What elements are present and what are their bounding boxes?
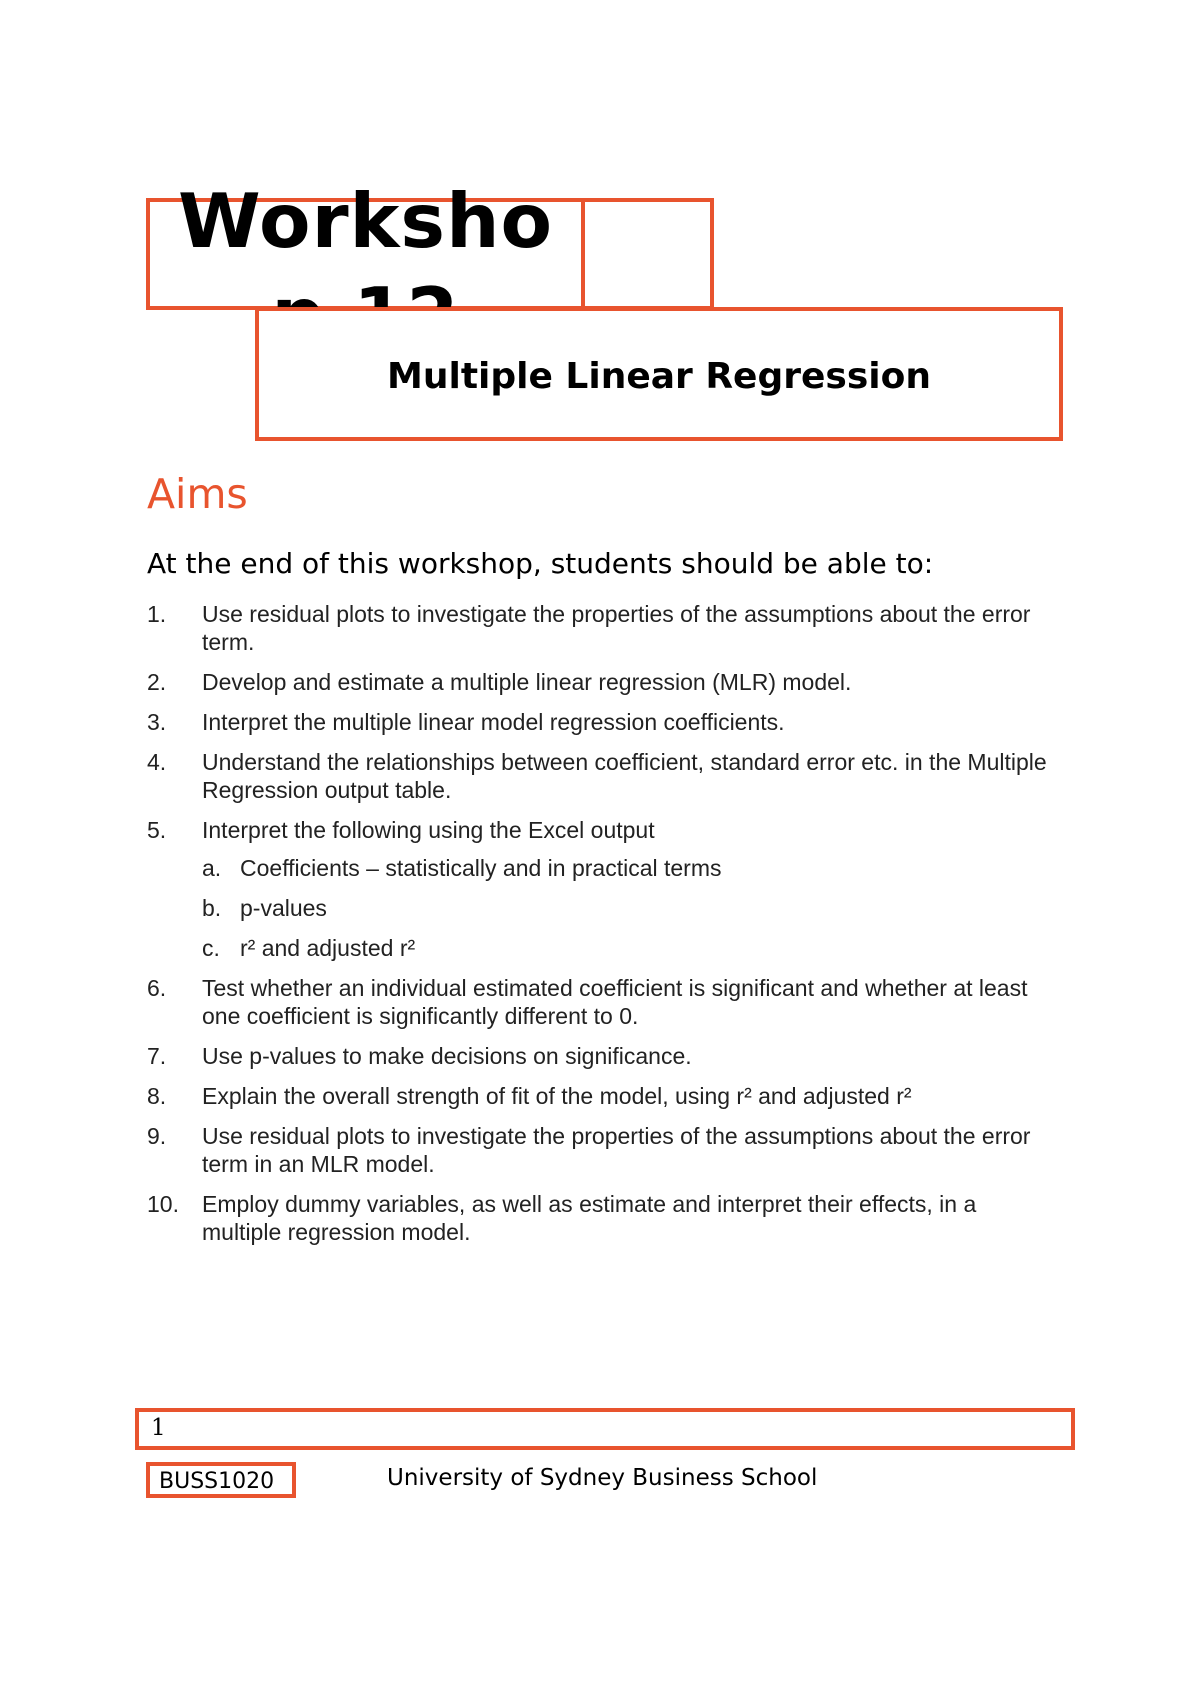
list-number: 4.	[147, 749, 167, 775]
aims-heading: Aims	[147, 470, 248, 518]
list-number: 5.	[147, 817, 167, 843]
list-text: Interpret the following using the Excel output	[202, 817, 655, 843]
list-text: Test whether an individual estimated coefficient is significant and whether at least one coefficient is significantly different to 0.	[202, 975, 1028, 1029]
list-number: 1.	[147, 601, 167, 627]
sub-list-item	[202, 894, 1047, 922]
subtitle-box	[255, 307, 1063, 441]
list-text: Employ dummy variables, as well as estimate and interpret their effects, in a multiple regression model.	[202, 1191, 977, 1245]
sub-list-text: Coefficients – statistically and in practical terms	[240, 855, 722, 881]
list-number: 8.	[147, 1083, 167, 1109]
list-text: Use residual plots to investigate the properties of the assumptions about the error term.	[202, 601, 1031, 655]
list-number: 3.	[147, 709, 167, 735]
list-item	[147, 974, 1047, 1030]
course-code: BUSS1020	[159, 1469, 275, 1494]
list-item	[147, 1082, 1047, 1110]
list-text: Explain the overall strength of fit of the model, using r² and adjusted r²	[202, 1083, 912, 1109]
list-text: Use p-values to make decisions on significance.	[202, 1043, 692, 1069]
list-item	[147, 708, 1047, 736]
page-number: 1	[151, 1415, 166, 1441]
sub-list-text: r² and adjusted r²	[240, 935, 416, 961]
list-text: Interpret the multiple linear model regression coefficients.	[202, 709, 785, 735]
sub-list-item	[202, 934, 1047, 962]
sub-list-letter: b.	[202, 895, 222, 921]
sub-list-letter: c.	[202, 935, 220, 961]
list-number: 7.	[147, 1043, 167, 1069]
aims-list	[147, 600, 1047, 1258]
list-number: 9.	[147, 1123, 167, 1149]
list-text: Understand the relationships between coefficient, standard error etc. in the Multiple Regression output table.	[202, 749, 1047, 803]
aims-intro: At the end of this workshop, students should be able to:	[147, 547, 934, 580]
page-title: Worksho	[177, 177, 553, 265]
list-item	[147, 748, 1047, 804]
list-number: 10.	[147, 1191, 179, 1217]
sub-list	[202, 854, 1047, 962]
list-text: Develop and estimate a multiple linear regression (MLR) model.	[202, 669, 852, 695]
list-item	[147, 668, 1047, 696]
list-item	[147, 1190, 1047, 1246]
list-number: 6.	[147, 975, 167, 1001]
list-number: 2.	[147, 669, 167, 695]
sub-list-letter: a.	[202, 855, 222, 881]
list-item	[147, 1042, 1047, 1070]
course-code-box	[146, 1462, 296, 1498]
list-item	[147, 816, 1047, 962]
school-name: University of Sydney Business School	[387, 1465, 818, 1491]
sub-list-text: p-values	[240, 895, 327, 921]
page-subtitle: Multiple Linear Regression	[387, 356, 931, 397]
list-text: Use residual plots to investigate the properties of the assumptions about the error term in an MLR model.	[202, 1123, 1031, 1177]
title-box	[146, 177, 585, 310]
sub-list-item	[202, 854, 1047, 882]
list-item	[147, 600, 1047, 656]
title-box-extension	[581, 198, 714, 310]
page-number-box	[135, 1408, 1075, 1450]
list-item	[147, 1122, 1047, 1178]
